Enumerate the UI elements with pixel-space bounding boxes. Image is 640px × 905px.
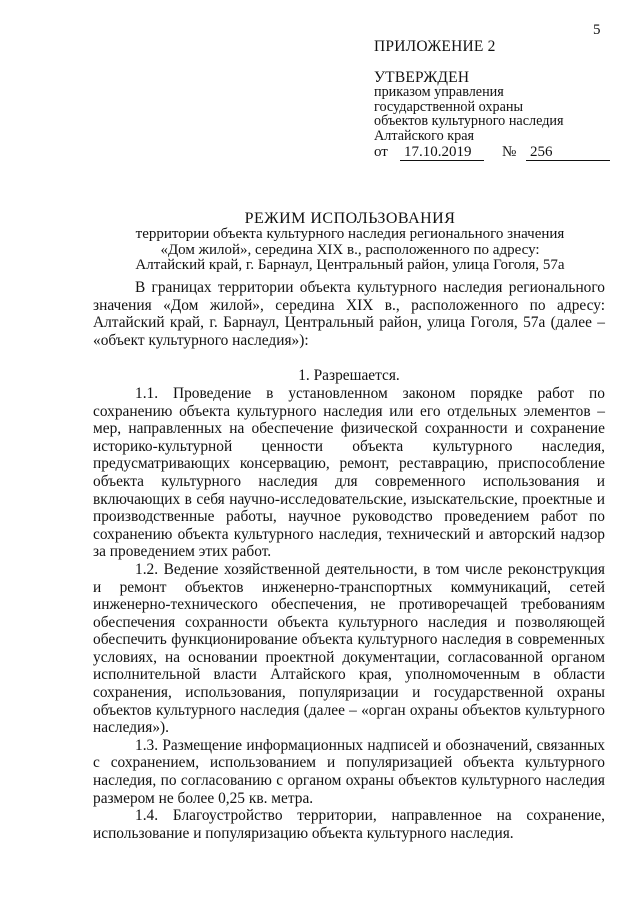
approval-block <box>374 40 614 161</box>
approval-date-row <box>374 145 614 161</box>
approval-date: 17.10.2019 <box>400 145 484 161</box>
approval-line: приказом управления <box>374 84 504 100</box>
approved-label: УТВЕРЖДЕН <box>374 68 470 86</box>
clause-paragraph: 1.3. Размещение информационных надписей и обозначений, связанных с сохранением, использованием и популяризацией объекта культурного наследия, по согласованию с органом охраны объектов культурного наследия размером не более 0,25 кв. метра. <box>93 736 605 807</box>
clause-paragraph: 1.1. Проведение в установленном законом порядке работ по сохранению объекта культурного наследия или его отдельных элементов – мер, направленных на обеспечение физической сохранности и сохранение историко-культурной ценности объекта культурного наследия, предусматривающих консервацию, ремонт, реставрацию, приспособление объекта культурного наследия для современного использования и включающих в себя научно-исследовательские, изыскательские, проектные и производственные работы, научное руководство проведением работ по сохранению объекта культурного наследия, технический и авторский надзор за проведением этих работ. <box>93 384 605 561</box>
clause-paragraph: 1.4. Благоустройство территории, направленное на сохранение, использование и популяризацию объекта культурного наследия. <box>93 807 605 842</box>
page-number: 5 <box>593 22 601 38</box>
number-label: № <box>502 144 517 160</box>
approval-number: 256 <box>526 145 610 161</box>
from-label: от <box>374 144 388 160</box>
title-line: территории объекта культурного наследия регионального значения <box>135 226 565 242</box>
title-heading: РЕЖИМ ИСПОЛЬЗОВАНИЯ <box>244 210 456 227</box>
approval-line: Алтайского края <box>374 127 475 144</box>
intro-paragraph: В границах территории объекта культурного наследия регионального значения «Дом жилой», середина XIX в., расположенного по адресу: Алтайский край, г. Барнаул, Центральный район, улица Гоголя, 57а (далее – «объект культурного наследия»): <box>93 279 605 349</box>
approval-line: государственной охраны <box>374 98 524 115</box>
title-line: «Дом жилой», середина XIX в., расположенного по адресу: <box>160 241 540 258</box>
title-line: Алтайский край, г. Барнаул, Центральный район, улица Гоголя, 57а <box>135 257 565 273</box>
appendix-label: ПРИЛОЖЕНИЕ 2 <box>374 38 496 55</box>
document-body <box>93 279 605 842</box>
section-heading: 1. Разрешается. <box>298 367 400 385</box>
document-title <box>94 210 606 274</box>
approval-line: объектов культурного наследия <box>374 113 564 129</box>
clause-paragraph: 1.2. Ведение хозяйственной деятельности, в том числе реконструкция и ремонт объектов инженерно-транспортных коммуникаций, сетей инженерно-технического обеспечения, не противоречащей требованиям обеспечения сохранности объекта культурного наследия и позволяющей обеспечить функционирование объекта культурного наследия в современных условиях, на основании проектной документации, согласованной органом исполнительной власти Алтайского края, уполномоченным в области сохранения, использования, популяризации и государственной охраны объектов культурного наследия (далее – «орган охраны объектов культурного наследия»). <box>93 560 605 737</box>
